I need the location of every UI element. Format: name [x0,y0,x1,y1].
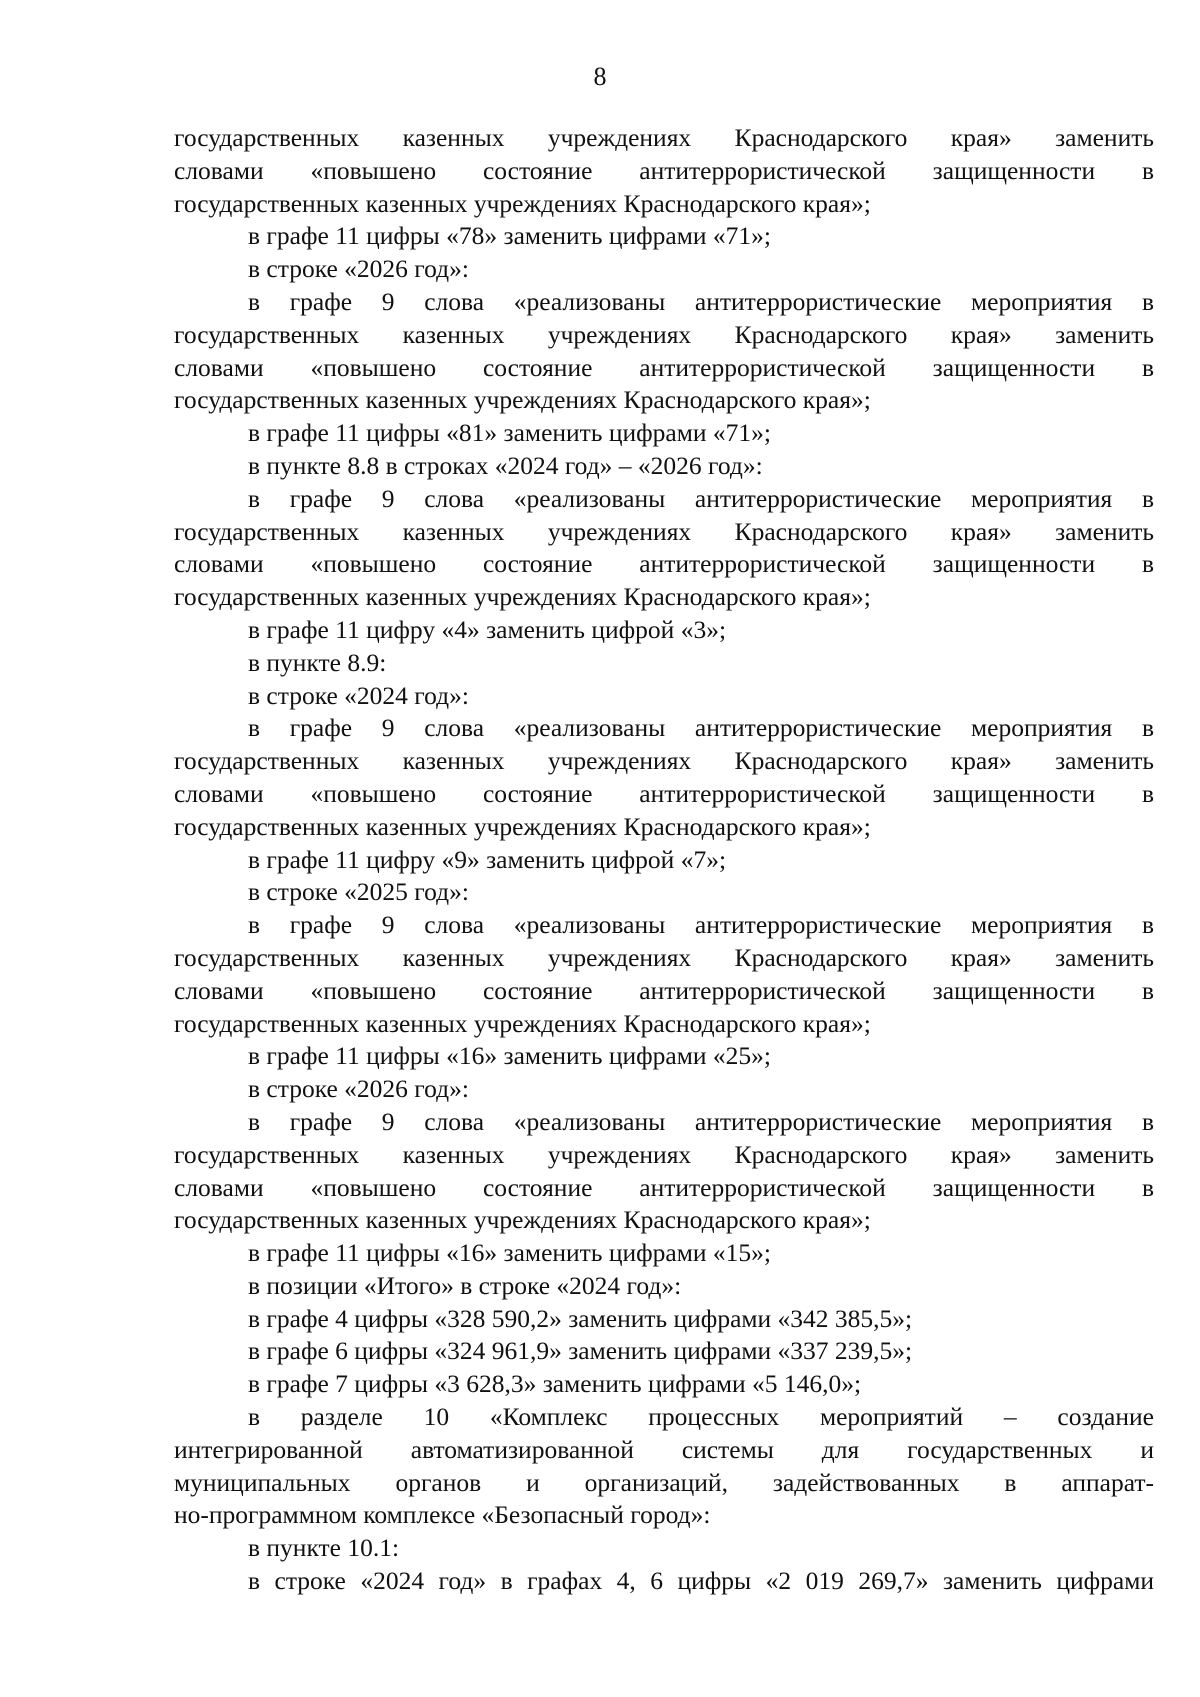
text-line: в графе 9 слова «реализованы антитеррористические мероприятия в [248,286,1154,316]
paragraph: в графе 4 цифры «328 590,2» заменить цифрами «342 385,5»; [248,1303,913,1333]
paragraph: в графе 11 цифру «4» заменить цифрой «3»; [248,614,727,644]
text-line: государственных казенных учреждениях Краснодарского края»; [174,582,871,612]
text-line: в разделе 10 «Комплекс процессных мероприятий – создание [248,1402,1154,1432]
text-line: государственных казенных учреждениях Краснодарского края» заменить [174,516,1154,546]
paragraph [174,712,1154,843]
paragraph [174,1565,1154,1598]
paragraph [174,1106,1154,1237]
paragraph: в графе 11 цифры «16» заменить цифрами «25»; [248,1041,771,1071]
paragraph: в строке «2025 год»: [248,877,469,907]
text-line: в строке «2024 год» в графах 4, 6 цифры «2 019 269,7» заменить цифрами [248,1566,1154,1596]
text-line: государственных казенных учреждениях Краснодарского края» заменить [174,1139,1154,1169]
text-line: в графе 9 слова «реализованы антитеррористические мероприятия в [248,483,1154,513]
text-line: государственных казенных учреждениях Краснодарского края»; [174,1205,871,1235]
paragraph [174,122,1154,220]
text-line: в графе 9 слова «реализованы антитеррористические мероприятия в [248,910,1154,940]
paragraph: в графе 11 цифры «16» заменить цифрами «15»; [248,1238,771,1268]
text-line: словами «повышено состояние антитеррористической защищенности в [174,352,1154,382]
page-number: 8 [593,62,607,91]
text-line: государственных казенных учреждениях Краснодарского края» заменить [174,746,1154,776]
paragraph: в графе 11 цифру «9» заменить цифрой «7»; [248,844,727,874]
paragraph: в пункте 8.8 в строках «2024 год» – «2026 год»: [248,450,763,480]
paragraph [174,1401,1154,1532]
text-line: в графе 9 слова «реализованы антитеррористические мероприятия в [248,1106,1154,1136]
text-line: государственных казенных учреждениях Краснодарского края»; [174,1008,871,1038]
text-line: словами «повышено состояние антитеррористической защищенности в [174,549,1154,579]
paragraph: в позиции «Итого» в строке «2024 год»: [248,1270,682,1300]
paragraph: в пункте 10.1: [248,1533,400,1563]
text-line: словами «повышено состояние антитеррористической защищенности в [174,975,1154,1005]
text-line: словами «повышено состояние антитеррористической защищенности в [174,1172,1154,1202]
paragraph: в графе 11 цифры «81» заменить цифрами «71»; [248,418,771,448]
text-line: муниципальных органов и организаций, задействованных в аппарат- [174,1467,1154,1497]
paragraph [174,909,1154,1040]
paragraph: в строке «2026 год»: [248,1074,469,1104]
text-line: словами «повышено состояние антитеррористической защищенности в [174,778,1154,808]
text-line: государственных казенных учреждениях Краснодарского края» заменить [174,319,1154,349]
paragraph [174,483,1154,614]
paragraph: в пункте 8.9: [248,647,387,677]
text-line: в графе 9 слова «реализованы антитеррористические мероприятия в [248,713,1154,743]
paragraph: в графе 11 цифры «78» заменить цифрами «71»; [248,221,771,251]
paragraph: в графе 7 цифры «3 628,3» заменить цифрами «5 146,0»; [248,1369,862,1399]
paragraph: в строке «2024 год»: [248,680,469,710]
text-line: но-программном комплексе «Безопасный город»: [174,1500,711,1530]
text-line: государственных казенных учреждениях Краснодарского края» заменить [174,123,1154,152]
document-body [174,122,1154,1598]
text-line: интегрированной автоматизированной системы для государственных и [174,1434,1154,1464]
text-line: государственных казенных учреждениях Краснодарского края»; [174,188,871,218]
text-line: государственных казенных учреждениях Краснодарского края»; [174,385,871,415]
paragraph: в строке «2026 год»: [248,254,469,284]
paragraph [174,286,1154,417]
paragraph: в графе 6 цифры «324 961,9» заменить цифрами «337 239,5»; [248,1336,913,1366]
text-line: государственных казенных учреждениях Краснодарского края»; [174,811,871,841]
text-line: государственных казенных учреждениях Краснодарского края» заменить [174,942,1154,972]
text-line: словами «повышено состояние антитеррористической защищенности в [174,155,1154,185]
